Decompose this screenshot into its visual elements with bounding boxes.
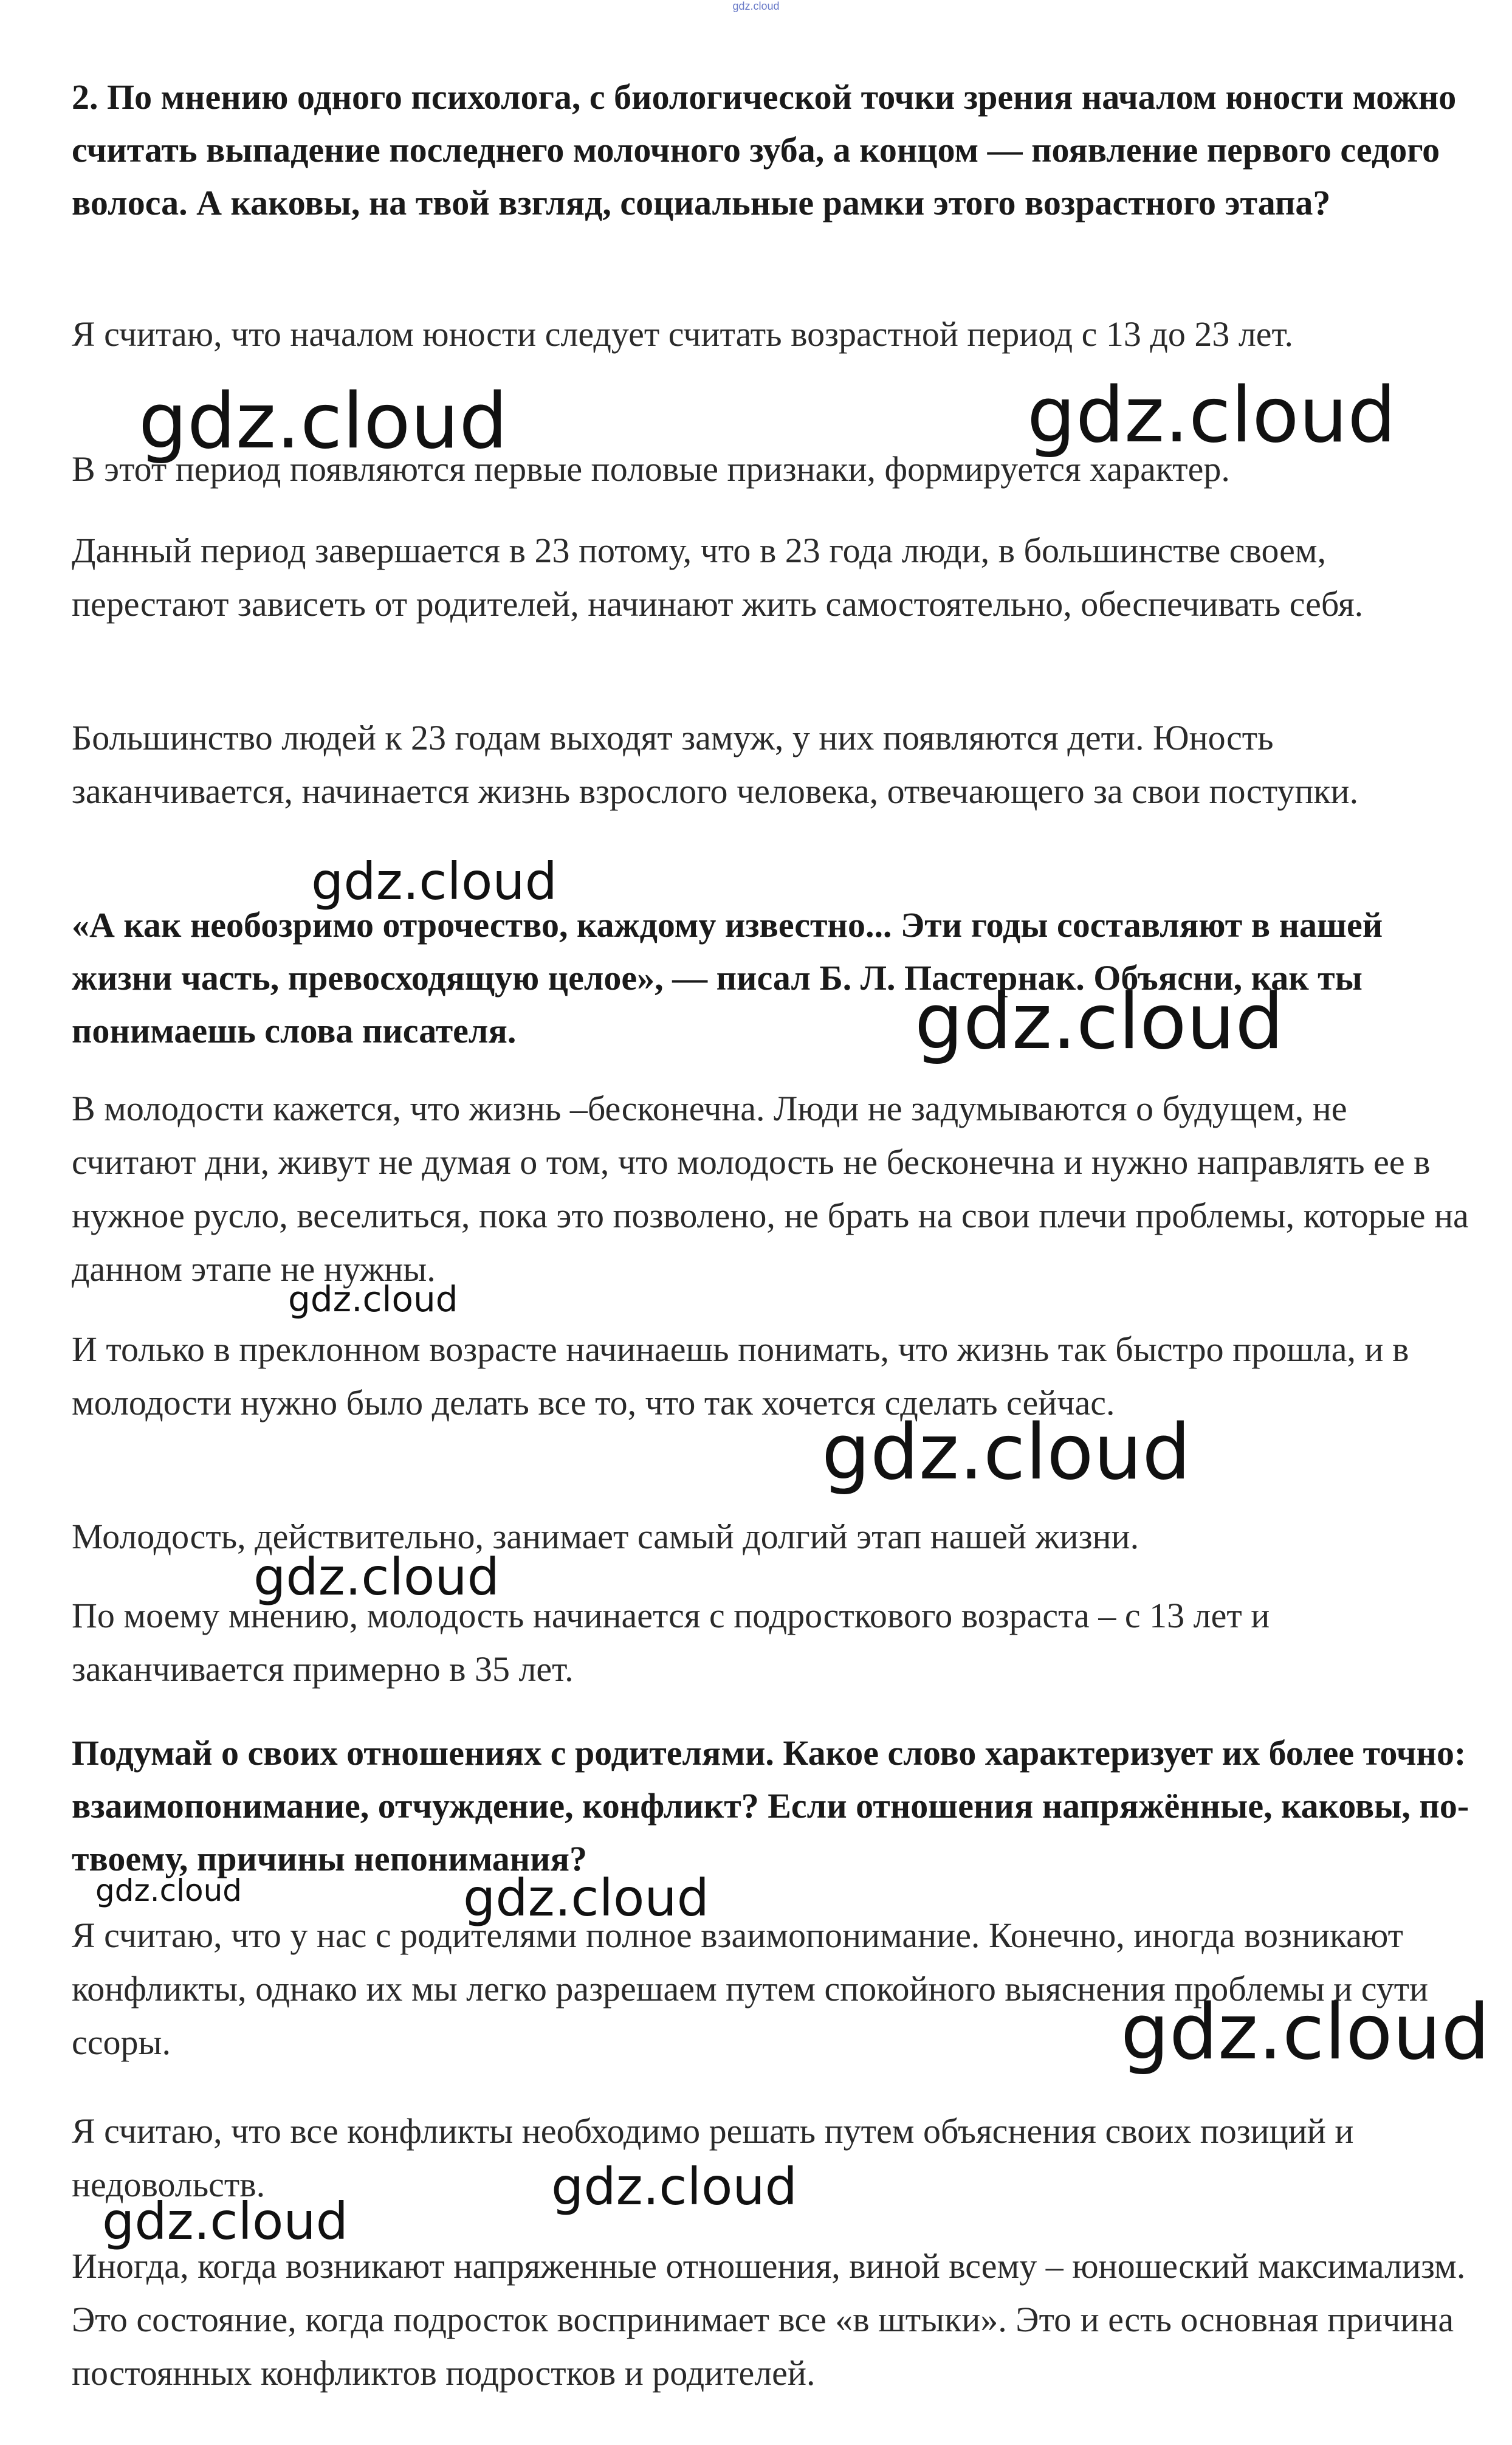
answer-1-4: Большинство людей к 23 годам выходят замуж, у них появляются дети. Юность заканчивается, начинается жизнь взрослого человека, отвечающего за свои поступки.: [72, 718, 1359, 811]
answer-2-3: Молодость, действительно, занимает самый долгий этап нашей жизни.: [72, 1517, 1139, 1556]
watermark-logo: gdz.cloud: [288, 1278, 458, 1320]
watermark-logo: gdz.cloud: [551, 2157, 797, 2216]
watermark-logo: gdz.cloud: [463, 1868, 709, 1928]
question-1: 2. По мнению одного психолога, с биологической точки зрения началом юности можно считать выпадение последнего молочного зуба, а концом — появление первого седого волоса. А каковы, на твой взгляд, социальные рамки этого возрастного этапа?: [72, 77, 1457, 222]
watermark-logo: gdz.cloud: [1121, 1987, 1490, 2077]
watermark-logo: gdz.cloud: [1027, 370, 1397, 460]
watermark-logo: gdz.cloud: [95, 1873, 242, 1908]
answer-1-3: Данный период завершается в 23 потому, что в 23 года люди, в большинстве своем, перестают зависеть от родителей, начинают жить самостоятельно, обеспечивать себя.: [72, 531, 1364, 624]
question-2: «А как необозримо отрочество, каждому известно... Эти годы составляют в нашей жизни часть, превосходящую целое», — писал Б. Л. Пастернак. Объясни, как ты понимаешь слова писателя.: [72, 905, 1383, 1050]
answer-1-2: В этот период появляются первые половые признаки, формируется характер.: [72, 449, 1230, 489]
answer-3-2: Я считаю, что все конфликты необходимо решать путем объяснения своих позиций и недовольств.: [72, 2111, 1354, 2204]
answer-3-3: Иногда, когда возникают напряженные отношения, виной всему – юношеский максимализм. Это состояние, когда подросток воспринимает все «в штыки». Это и есть основная причина постоянных конфликтов подростков и родителей.: [72, 2246, 1466, 2393]
site-mark: gdz.cloud: [732, 0, 780, 12]
answer-2-4: По моему мнению, молодость начинается с подросткового возраста – с 13 лет и заканчивается примерно в 35 лет.: [72, 1596, 1270, 1689]
watermark-logo: gdz.cloud: [822, 1407, 1191, 1497]
watermark-logo: gdz.cloud: [139, 376, 508, 466]
answer-2-2: И только в преклонном возрасте начинаешь понимать, что жизнь так быстро прошла, и в молодости нужно было делать все то, что так хочется сделать сейчас.: [72, 1329, 1409, 1423]
watermark-logo: gdz.cloud: [102, 2192, 348, 2251]
watermark-logo: gdz.cloud: [915, 977, 1284, 1066]
answer-3-1: Я считаю, что у нас с родителями полное взаимопонимание. Конечно, иногда возникают конфликты, однако их мы легко разрешаем путем спокойного выяснения проблемы и сути ссоры.: [72, 1916, 1429, 2062]
watermark-logo: gdz.cloud: [311, 852, 557, 911]
answer-1-1: Я считаю, что началом юности следует считать возрастной период с 13 до 23 лет.: [72, 314, 1294, 354]
question-3: Подумай о своих отношениях с родителями. Какое слово характеризует их более точно: взаимопонимание, отчуждение, конфликт? Если отношения напряжённые, каковы, по-твоему, причины непонимания?: [72, 1733, 1469, 1878]
answer-2-1: В молодости кажется, что жизнь –бесконечна. Люди не задумываются о будущем, не считают дни, живут не думая о том, что молодость не бесконечна и нужно направлять ее в нужное русло, веселиться, пока это позволено, не брать на свои плечи проблемы, которые на данном этапе не нужны.: [72, 1089, 1469, 1289]
watermark-logo: gdz.cloud: [253, 1547, 500, 1607]
